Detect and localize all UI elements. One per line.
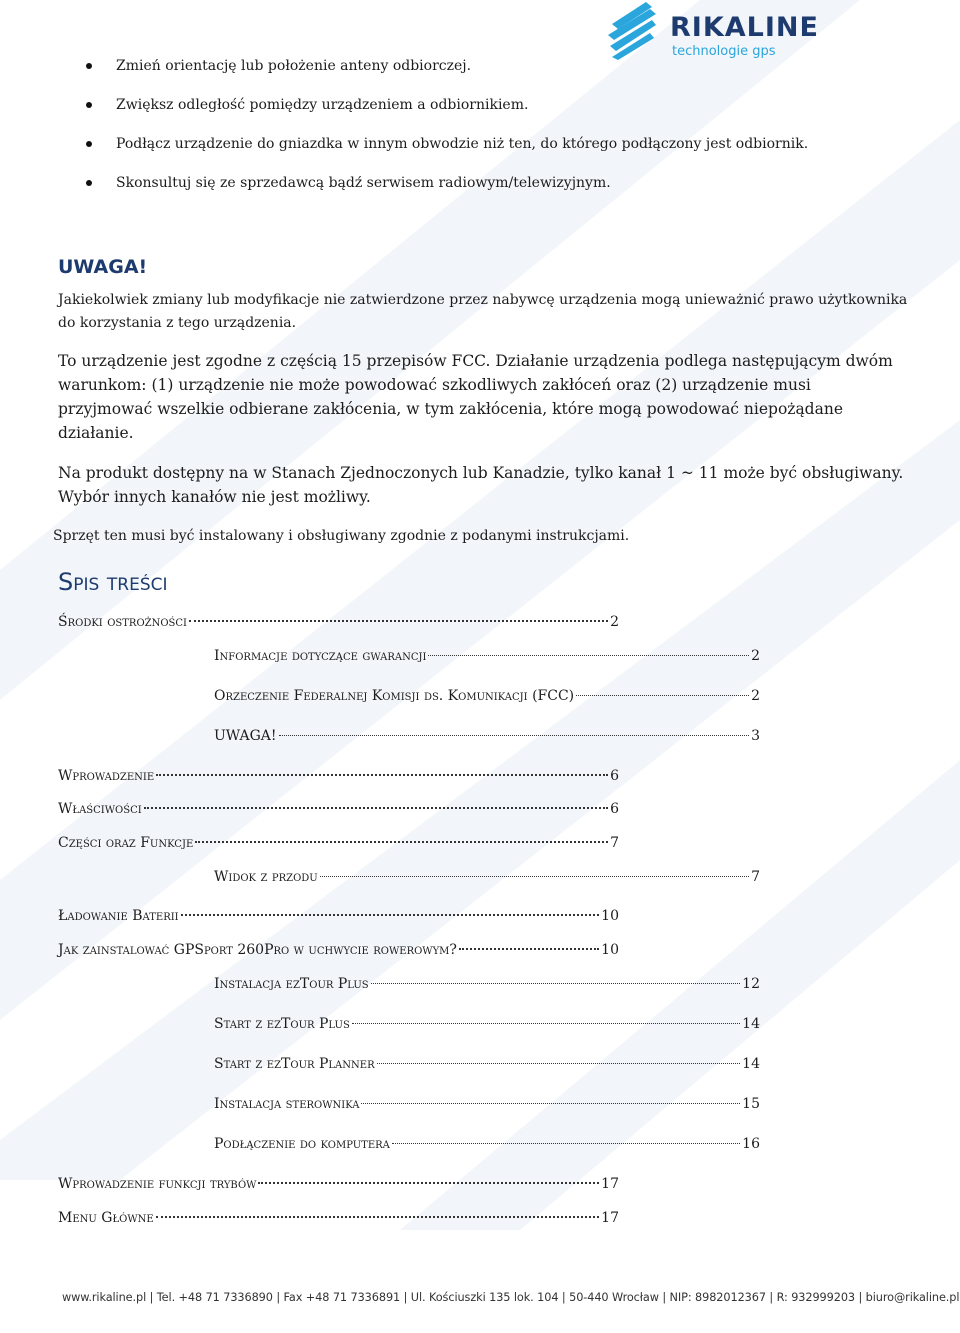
toc-entry[interactable] xyxy=(58,1210,619,1226)
toc-entry-page: 6 xyxy=(610,801,619,817)
toc-entry-label: Ładowanie Baterii xyxy=(58,908,179,924)
toc-entry[interactable] xyxy=(58,835,619,851)
toc-leader xyxy=(195,841,608,843)
toc-entry-label: Menu Główne xyxy=(58,1210,154,1226)
toc-entry-label: Wprowadzenie xyxy=(58,768,155,784)
toc-entry-page: 17 xyxy=(601,1210,619,1226)
toc-entry-page: 10 xyxy=(601,908,619,924)
paragraph-modifications: Jakiekolwiek zmiany lub modyfikacje nie zatwierdzone przez nabywcę urządzenia mogą unieważnić prawo użytkownika do korzystania z tego urządzenia. xyxy=(58,292,908,331)
toc-leader xyxy=(428,655,749,656)
toc-entry-page: 2 xyxy=(751,688,760,704)
toc-entry[interactable] xyxy=(214,1056,760,1072)
toc-entry-page: 10 xyxy=(601,942,619,958)
toc-leader xyxy=(392,1143,740,1144)
paragraph-channels: Na produkt dostępny na w Stanach Zjednoczonych lub Kanadzie, tylko kanał 1 ~ 11 może być obsługiwany. Wybór innych kanałów nie jest możliwy. xyxy=(58,464,904,506)
toc-entry-label: Start z ezTour Plus xyxy=(214,1016,350,1032)
toc-leader xyxy=(459,948,599,950)
uwaga-heading: UWAGA! xyxy=(58,256,148,278)
logo-name: RIKALINE xyxy=(670,12,819,43)
bullet-dot-icon xyxy=(86,180,92,186)
toc-entry-label: Wprowadzenie funkcji trybów xyxy=(58,1176,257,1192)
toc-entry-page: 3 xyxy=(751,728,760,744)
bullet-item xyxy=(86,133,886,172)
toc-leader xyxy=(371,983,741,984)
toc-entry-label: Podłączenie do komputera xyxy=(214,1136,390,1152)
toc-entry-page: 2 xyxy=(610,614,619,630)
toc-entry[interactable] xyxy=(58,1176,619,1192)
paragraph-instructions: Sprzęt ten musi być instalowany i obsługiwany zgodnie z podanymi instrukcjami. xyxy=(53,528,630,544)
bullet-dot-icon xyxy=(86,63,92,69)
toc-entry[interactable] xyxy=(58,614,619,630)
toc-leader xyxy=(258,1182,599,1184)
toc-leader xyxy=(189,620,608,622)
toc-entry[interactable] xyxy=(58,801,619,817)
toc-entry[interactable] xyxy=(58,942,619,958)
toc-entry-page: 15 xyxy=(742,1096,760,1112)
toc-entry-label: Widok z przodu xyxy=(214,869,318,885)
toc-title: Spis treści xyxy=(58,568,168,596)
toc-entry-label: Start z ezTour Planner xyxy=(214,1056,375,1072)
toc-entry-page: 16 xyxy=(742,1136,760,1152)
bullet-text: Podłącz urządzenie do gniazdka w innym obwodzie niż ten, do którego podłączony jest odbiornik. xyxy=(116,136,809,152)
toc-entry-label: Właściwości xyxy=(58,801,142,817)
bullet-item xyxy=(86,94,886,133)
toc-entry-page: 7 xyxy=(751,869,760,885)
bullet-item xyxy=(86,172,886,211)
toc-entry-label: Instalacja sterownika xyxy=(214,1096,360,1112)
toc-leader xyxy=(156,774,608,776)
toc-entry[interactable] xyxy=(214,869,760,885)
toc-entry-label: Części oraz Funkcje xyxy=(58,835,194,851)
toc-leader xyxy=(377,1063,741,1064)
bullet-text: Zmień orientację lub położenie anteny odbiorczej. xyxy=(116,58,472,74)
toc-entry-label: UWAGA! xyxy=(214,728,277,744)
bullet-text: Zwiększ odległość pomiędzy urządzeniem a odbiornikiem. xyxy=(116,97,529,113)
toc-entry-page: 12 xyxy=(742,976,760,992)
toc-entry-label: Jak zainstalować GPSport 260Pro w uchwycie rowerowym? xyxy=(58,942,457,958)
toc-entry-page: 14 xyxy=(742,1056,760,1072)
toc-entry-page: 17 xyxy=(601,1176,619,1192)
bullet-text: Skonsultuj się ze sprzedawcą bądź serwisem radiowym/telewizyjnym. xyxy=(116,175,611,191)
bullet-item xyxy=(86,55,886,94)
footer-contact: www.rikaline.pl | Tel. +48 71 7336890 | Fax +48 71 7336891 | Ul. Kościuszki 135 lok. 104 | 50-440 Wrocław | NIP: 8982012367 | R: 932999203 | biuro@rikaline.pl xyxy=(62,1291,960,1304)
toc-leader xyxy=(352,1023,740,1024)
toc-entry[interactable] xyxy=(214,976,760,992)
toc-entry[interactable] xyxy=(58,908,619,924)
toc-leader xyxy=(361,1103,740,1104)
toc-leader xyxy=(320,876,749,877)
toc-entry-page: 6 xyxy=(610,768,619,784)
toc-entry-label: Środki ostrożności xyxy=(58,614,188,630)
bullet-dot-icon xyxy=(86,102,92,108)
bullet-dot-icon xyxy=(86,141,92,147)
toc-leader xyxy=(144,807,608,809)
toc-entry[interactable] xyxy=(214,1096,760,1112)
logo-mark-icon xyxy=(606,2,658,60)
toc-leader xyxy=(181,914,600,916)
toc-entry-label: Informacje dotyczące gwarancji xyxy=(214,648,427,664)
toc-leader xyxy=(279,735,750,736)
paragraph-fcc: To urządzenie jest zgodne z częścią 15 przepisów FCC. Działanie urządzenia podlega następującym dwóm warunkom: (1) urządzenie nie może powodować szkodliwych zakłóceń oraz (2) urządzenie musi przyjmować wszelkie odbierane zakłócenia, w tym zakłócenia, które mogą powodować niepożądane działanie. xyxy=(58,352,893,442)
toc-entry[interactable] xyxy=(214,688,760,704)
bullet-list xyxy=(86,55,886,211)
toc-entry-page: 7 xyxy=(610,835,619,851)
toc-entry[interactable] xyxy=(214,1136,760,1152)
toc-entry-label: Instalacja ezTour Plus xyxy=(214,976,369,992)
toc-entry[interactable] xyxy=(214,728,760,744)
toc-entry[interactable] xyxy=(214,1016,760,1032)
toc-entry[interactable] xyxy=(58,768,619,784)
toc-entry-page: 14 xyxy=(742,1016,760,1032)
toc-entry-page: 2 xyxy=(751,648,760,664)
toc-entry-label: Orzeczenie Federalnej Komisji ds. Komunikacji (FCC) xyxy=(214,688,575,704)
logo-tagline: technologie gps xyxy=(672,44,776,59)
toc-leader xyxy=(156,1216,600,1218)
toc-entry[interactable] xyxy=(214,648,760,664)
toc-leader xyxy=(576,695,749,696)
